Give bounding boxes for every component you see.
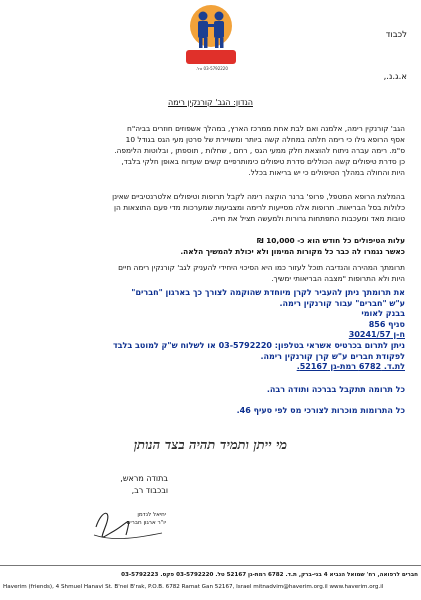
paragraph-2: בהמלצת הרופא המטפל, פרופ' ברנר הוקצה רימה לקבל תרופות וטיפולים אלטרנטיביים שאינן כלולות בסל הבריאות. תרופות אלה מסייעות לרימה ומצביעות שמערכות מדי פעם התוצאות הן טובות מאד ומעכבות התפתחות גרורות ולמעשה תציל את חייה. [112,192,405,223]
signature-title: יו"ר ארגון חברים [126,520,166,526]
closing-regards: ובכבוד רב, [131,486,168,495]
recipient-line: לכבוד [385,30,407,40]
account-number: ח-ן 30241/57 [348,330,405,340]
paragraph-4: תרומתך המהירה והנדיבה תוכל לעזור כמו היא הסיכוי היחידי להעניק לגב' קורנקין רימה חיים היות ולא התרופות "מצבה הבריאותי ימשיך. [118,263,405,283]
thanks-note: כל תרומה תתקבל בברכה ותודה רבה. [266,385,405,394]
logo-phone: 03-5792220 טל. [196,66,228,71]
slogan: מי ייתן ותמיד תהיה בצד הנותן [133,438,288,453]
paragraph-1: הגב' קורנקין רימה, אלמנה ואם לבת אחת ממרכז הארץ, במהלך אשפוזים חוזרים בביה"ח אסף הרופא גילו כי רימה חלתה במחלה קשה ביותר ומשויירת של סרטן מעי הגס בגודל 10 ס"מ. רימה עברה ניתוח להוצאת חלק ממעי הגס , רחם , שחלות , תוספתן , ובלוטות הלימפה. כן סדרת טיפולים קשה הכוללים סדרת טיפולים כימותרפיים קשים שעדוח באופן חלקי בלבד, היות והחולה במהלך הטיפולים כי יש בריאות בכלל. [114,124,405,177]
paragraph-3: עלות הטיפולים כל חודש הוא כ- 10,000 ₪ כאשר נגמרו לה כבר כל מקורות המימון ולא יכולת להמשיך הלאה. [180,236,405,256]
footer-english: Haverim (friends), 4 Shmuel Hanavi St. B'nei B'rak, P.O.B. 6782 Ramat Gan 52167, Israel mitnadvim@haverim.org.il www.haverim.org.il [3,584,384,590]
signature-name: יחיאל לנדמן [137,512,166,518]
closing-thanks: בתודה מראש, [120,474,168,483]
subject-line: הנדון: הגב' קורנקין רימה [167,98,253,107]
donation-details: את תרומתך ניתן להעביר לקרן מיוחדת שהוקמה לצורך כך בארגון "חברים" ע"ש "חברים" עבור קורנקין רימה. בבנק לאומי סניף 856 ח-ן 30241/57 ניתן לתרום בכרטיס אשראי בטלפון: 03-5792220 או לשלוח ש"ק למוטב בלבד לפקודת חברים ע"ש קרן קורנקין רימה. לת.ד. 6782 רמת-גן 52167. [15,288,405,373]
tax-note: כל התרומות מוכרות לצורכי מס לפי סעיף 46. [236,406,405,415]
logo-wordmark [186,50,236,64]
greeting: א.ג.נ., [383,72,407,82]
footer-divider [0,565,421,566]
footer-hebrew: חברים לרפואה, רח' שמואל הנביא 4 בני-ברק, ת.ד. 6782 רמת-גן 52167 טל. 03-5792220 פקס. 03-5792223 [121,572,418,578]
